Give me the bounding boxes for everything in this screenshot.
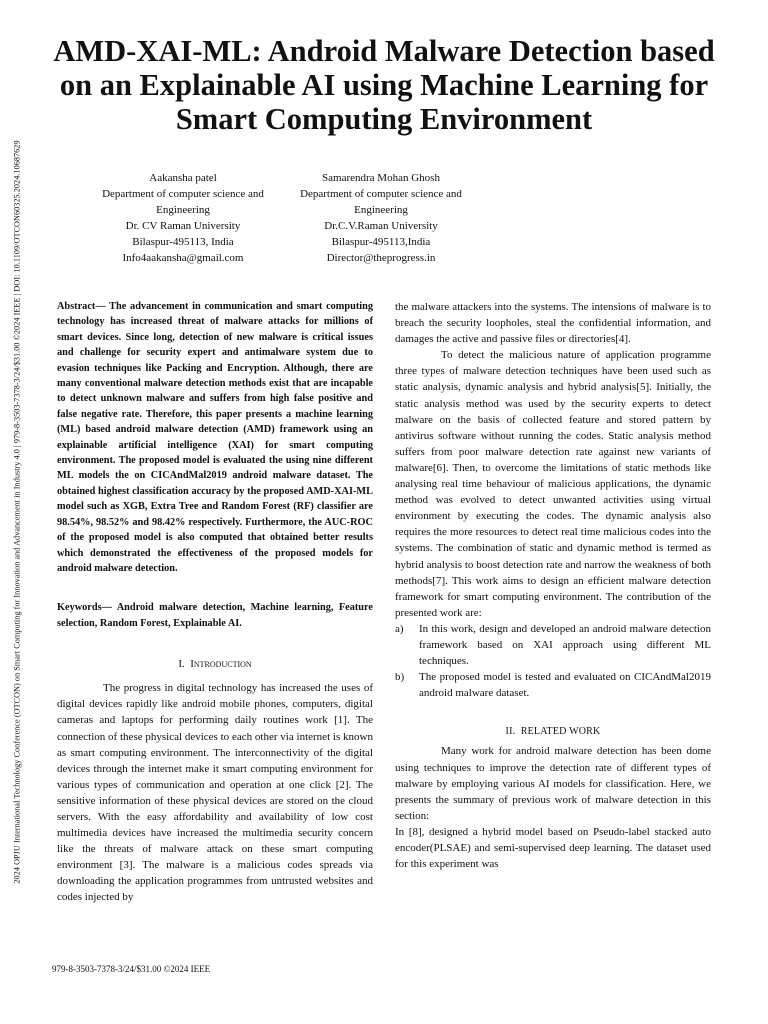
author-department: Department of computer science and Engineering: [300, 188, 462, 217]
author-email[interactable]: Info4aakansha@gmail.com: [122, 252, 244, 265]
author-email[interactable]: Director@theprogress.in: [326, 252, 436, 265]
left-column: [57, 299, 373, 906]
author-address: Bilaspur-495113, India: [132, 236, 234, 249]
author-university: Dr. CV Raman University: [125, 220, 241, 233]
section-title: RELATED WORK: [520, 726, 601, 738]
author-department: Department of computer science and Engineering: [102, 188, 264, 217]
author-name: Aakansha patel: [149, 172, 217, 184]
abstract: Abstract— The advancement in communication and smart computing technology has increased threat of malware attacks for millions of smart devices. Since long, detection of new malware is critical issues and challenge for security expert and antimalware system due to evasion techniques like Packing and Encryption. Although, there are many conventional malware detection methods exist that are incapable to detect unknown malware and suffers from high false positive and false negative rate. Therefore, this paper presents a machine learning (ML) based android malware detection (AMD) framework using an explainable artificial intelligence (XAI) for smart computing environment. The proposed model is evaluated the using nine different ML models the on CICAndMal2019 android malware dataset. The obtained highest classification accuracy by the proposed AMD-XAI-ML model such as XGB, Extra Tree and Random Forest (RF) classifier are 98.54%, 98.52% and 98.42% respectively. Furthermore, the AUC-ROC of the proposed model is also computed that obtained better results which demonstrated the effectiveness of the proposed models for android malware detection.: [57, 301, 373, 574]
paragraph: Many work for android malware detection has been dome using techniques to improve the detection rate of different types of malware by employing various AI models for classification. Here, we presents the summary of previous work of malware detection in this section:: [395, 745, 711, 822]
paragraph: To detect the malicious nature of application programme three types of malware detection techniques have been used such as static analysis, dynamic analysis and hybrid analysis[5]. Initially, the static analysis method was used by the security experts to detect malware on the basis of collected feature and stored pattern by antivirus software without running the codes. Static analysis method suffers from poor malware detection rate against new variants of malware[6]. Then, to overcome the limitations of static methods like analysing real time behaviour of malicious applications, the dynamic method was evolved to detect unwanted activities using virtual environment by executing the codes. The dynamic analysis also requires the more resources to detect real time malicious codes into the systems. The combination of static and dynamic method is termed as hybrid analysis to boost detection rate and narrow the weakness of both methods[7]. This work aims to design an efficient malware detection framework for smart computing environment. The contribution of the presented work are:: [395, 349, 711, 619]
paragraph: the malware attackers into the systems. The intensions of malware is to breach the security loopholes, steal the confidential information, and damages the active and passive files or directories[4].: [395, 301, 711, 346]
author-address: Bilaspur-495113,India: [331, 236, 431, 249]
list-label: a): [395, 622, 404, 635]
paragraph: In [8], designed a hybrid model based on Pseudo-label stacked auto encoder(PLSAE) and semi-supervised deep learning. The dataset used for this experiment was: [395, 825, 711, 871]
right-column: [395, 299, 711, 872]
copyright-footer: 979-8-3503-7378-3/24/$31.00 ©2024 IEEE: [52, 964, 211, 974]
section-number: II.: [505, 726, 516, 738]
author-name: Samarendra Mohan Ghosh: [322, 172, 440, 184]
intro-paragraph: The progress in digital technology has increased the uses of digital devices rapidly like android mobile phones, computers, digital cameras and laptops for performing daily routines work [1]. The connection of these physical devices to each other via internet is known as smart computing environment. The interconnectivity of the digital devices through the internet make it smart computing environment for various types of communication and operation at one click [2]. The sensitive information of these physical devices are stored on the cloud servers. With the easy affordability and availability of low cost multimedia devices have increased the multimedia security concern like the threats of malware attack on these smart computing environment [3]. The malware is a malicious codes spreads via downloading the application programmes from untrusted websites and codes injected by: [57, 682, 373, 904]
paper-title: AMD-XAI-ML: Android Malware Detection based on an Explainable AI using Machine Learning for Smart Computing Environment: [53, 34, 715, 136]
list-text: The proposed model is tested and evaluated on CICAndMal2019 android malware dataset.: [419, 671, 711, 700]
author-block-2: [250, 170, 512, 267]
side-citation: [10, 72, 24, 952]
keywords: Keywords— Android malware detection, Machine learning, Feature selection, Random Forest, Explainable AI.: [57, 602, 373, 629]
author-university: Dr.C.V.Raman University: [324, 220, 438, 233]
section-number: I.: [178, 658, 185, 671]
section-heading-introduction: [57, 656, 373, 672]
list-label: b): [395, 671, 405, 684]
section-heading-related-work: [395, 724, 711, 740]
section-title: Introduction: [190, 658, 252, 671]
side-citation-text: 2024 OPJU International Technology Conference (OTCON) on Smart Computing for Innovation and Advancement in Industry 4.0 | 979-8-3503-7378-3/24/$31.00 ©2024 IEEE | DOI: 10.1109/OTCON60325.2024.10687629: [12, 140, 22, 884]
contribution-list: [395, 621, 711, 701]
list-item: [395, 669, 711, 701]
list-item: [395, 621, 711, 669]
list-text: In this work, design and developed an android malware detection framework based on XAI approach using different ML techniques.: [419, 622, 711, 668]
